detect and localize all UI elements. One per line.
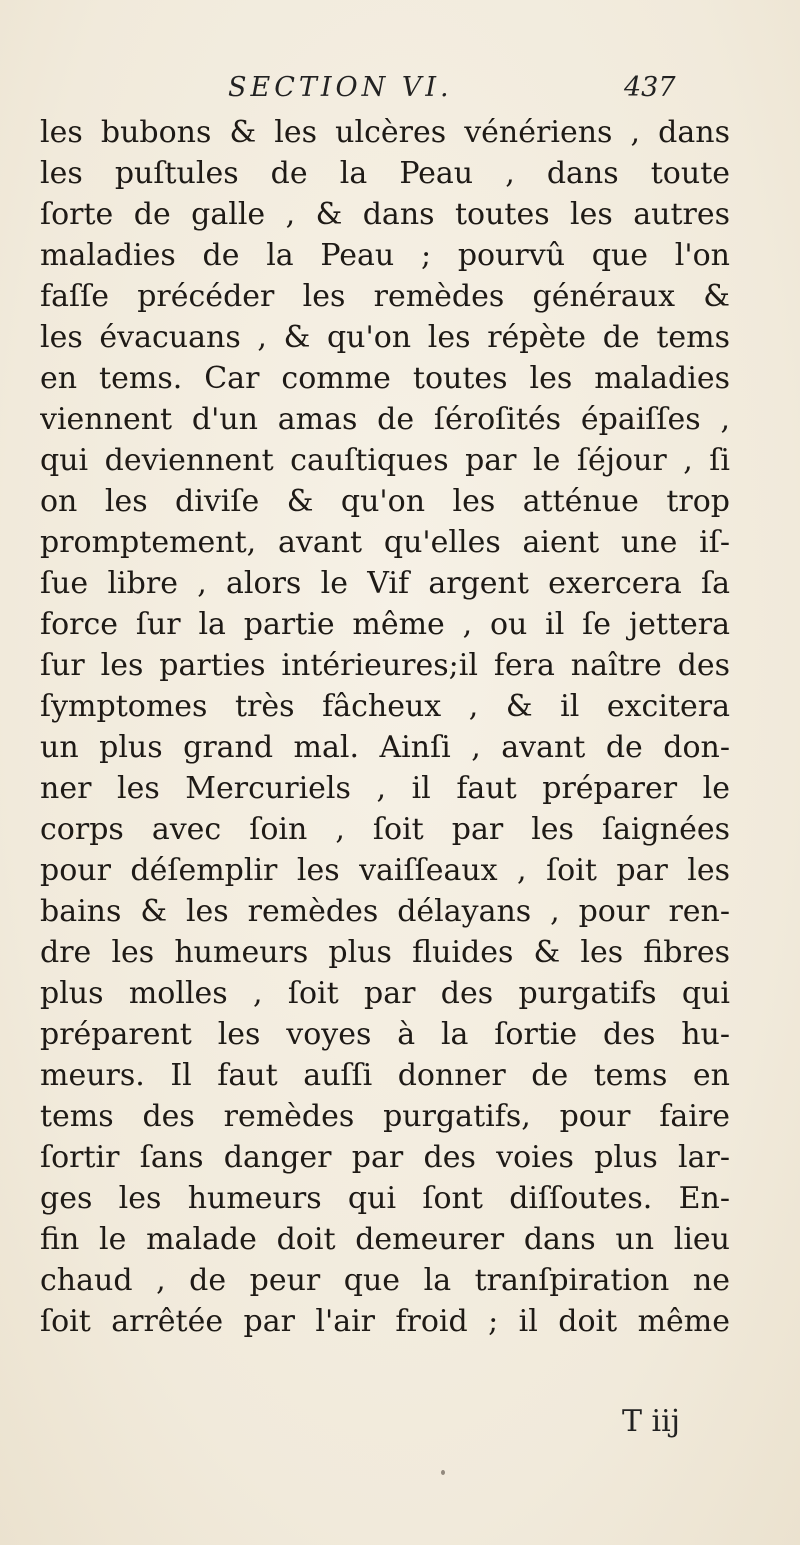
text-line: ſoit arrêtée par l'air froid ; il doit même <box>40 1304 730 1339</box>
section-title: SECTION VI. <box>228 72 453 103</box>
text-line: tems des remèdes purgatifs, pour faire <box>40 1099 730 1134</box>
text-line: les évacuans , & qu'on les répète de tems <box>40 320 730 355</box>
text-line: corps avec ſoin , ſoit par les ſaignées <box>40 812 730 847</box>
text-line: plus molles , ſoit par des purgatifs qui <box>40 976 730 1011</box>
text-line: un plus grand mal. Ainſi , avant de don- <box>40 730 730 765</box>
running-header <box>0 72 800 112</box>
text-line: les puſtules de la Peau , dans toute <box>40 156 730 191</box>
text-line: ner les Mercuriels , il faut préparer le <box>40 771 730 806</box>
text-line: force ſur la partie même , ou il ſe jettera <box>40 607 730 642</box>
body-text <box>40 112 730 1342</box>
text-line: bains & les remèdes délayans , pour ren- <box>40 894 730 929</box>
text-line: les bubons & les ulcères vénériens , dans <box>40 115 730 150</box>
text-line: pour déſemplir les vaiſſeaux , ſoit par les <box>40 853 730 888</box>
text-line: chaud , de peur que la tranſpiration ne <box>40 1263 730 1298</box>
text-line: ges les humeurs qui ſont diſſoutes. En- <box>40 1181 730 1216</box>
text-line: on les diviſe & qu'on les atténue trop <box>40 484 730 519</box>
paper-speck <box>441 1470 445 1475</box>
text-line: ſymptomes très fâcheux , & il excitera <box>40 689 730 724</box>
text-line: maladies de la Peau ; pourvû que l'on <box>40 238 730 273</box>
text-line: fin le malade doit demeurer dans un lieu <box>40 1222 730 1257</box>
page-number: 437 <box>624 72 676 103</box>
text-line: viennent d'un amas de ſéroſités épaiſſes , <box>40 402 730 437</box>
text-line: qui deviennent cauſtiques par le ſéjour , ſi <box>40 443 730 478</box>
text-line: ſue libre , alors le Vif argent exercera ſa <box>40 566 730 601</box>
text-line: en tems. Car comme toutes les maladies <box>40 361 730 396</box>
text-line: dre les humeurs plus fluides & les fibres <box>40 935 730 970</box>
text-line: faſſe précéder les remèdes généraux & <box>40 279 730 314</box>
text-line: préparent les voyes à la ſortie des hu- <box>40 1017 730 1052</box>
signature-mark: T iij <box>622 1404 681 1439</box>
text-line: meurs. Il faut auſſi donner de tems en <box>40 1058 730 1093</box>
text-line: ſur les parties intérieures;il fera naître des <box>40 648 730 683</box>
text-line: promptement, avant qu'elles aient une iſ- <box>40 525 730 560</box>
text-line: ſorte de galle , & dans toutes les autres <box>40 197 730 232</box>
text-line: ſortir ſans danger par des voies plus lar- <box>40 1140 730 1175</box>
